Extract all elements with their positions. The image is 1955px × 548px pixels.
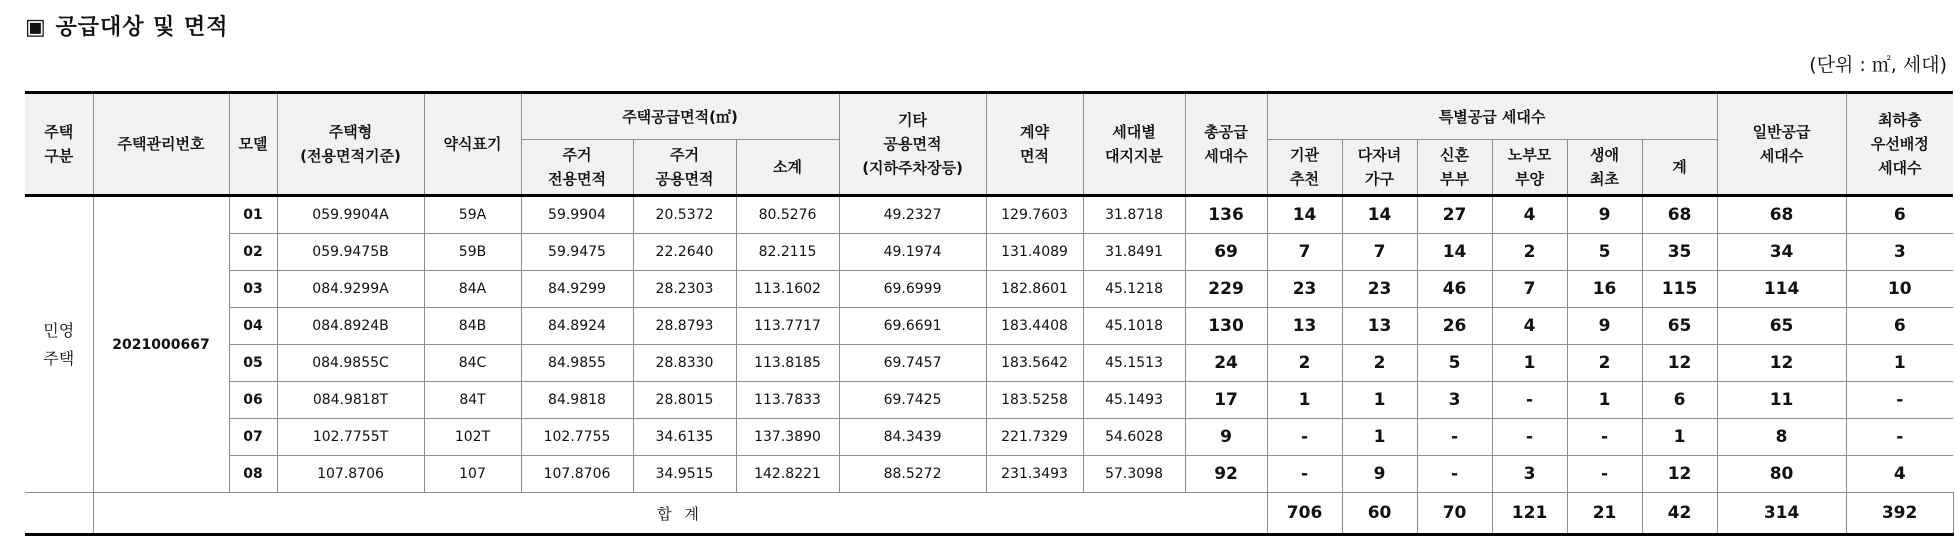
total-cell: 92	[1185, 456, 1267, 493]
exclusive-area-cell: 84.9299	[521, 271, 633, 308]
total-sum-cell: 314	[1717, 493, 1846, 535]
table-row	[25, 419, 1953, 456]
abbr-cell: 59A	[424, 196, 521, 234]
common-area-cell: 28.2303	[633, 271, 736, 308]
common-area-cell: 28.8793	[633, 308, 736, 345]
subtotal-cell: 113.8185	[736, 345, 839, 382]
elderly-cell: 2	[1492, 234, 1567, 271]
header-contract: 계약 면적	[986, 93, 1083, 196]
model-cell: 03	[229, 271, 277, 308]
other-common-cell: 69.7457	[839, 345, 986, 382]
header-other-common: 기타 공용면적 (지하주차장등)	[839, 93, 986, 196]
housing-type-cell: 059.9904A	[277, 196, 424, 234]
housing-type-cell: 084.9818T	[277, 382, 424, 419]
section-title: ▣ 공급대상 및 면적	[25, 15, 229, 40]
header-type: 주택 구분	[25, 93, 93, 196]
other-common-cell: 49.2327	[839, 196, 986, 234]
abbr-cell: 84B	[424, 308, 521, 345]
newlywed-cell: 27	[1417, 196, 1492, 234]
category-cell: 민영 주택	[25, 196, 93, 493]
contract-area-cell: 221.7329	[986, 419, 1083, 456]
sum-cell: 65	[1642, 308, 1717, 345]
header-newlywed: 신혼 부부	[1417, 140, 1492, 196]
elderly-cell: -	[1492, 419, 1567, 456]
newlywed-cell: 3	[1417, 382, 1492, 419]
newlywed-cell: -	[1417, 419, 1492, 456]
model-cell: 01	[229, 196, 277, 234]
model-cell: 06	[229, 382, 277, 419]
lowest-cell: 3	[1846, 234, 1953, 271]
model-cell: 02	[229, 234, 277, 271]
exclusive-area-cell: 84.9855	[521, 345, 633, 382]
lowest-cell: -	[1846, 419, 1953, 456]
sum-cell: 68	[1642, 196, 1717, 234]
contract-area-cell: 182.8601	[986, 271, 1083, 308]
lowest-cell: -	[1846, 382, 1953, 419]
total-elderly-cell: 21	[1567, 493, 1642, 535]
exclusive-area-cell: 84.9818	[521, 382, 633, 419]
supply-table	[25, 91, 1953, 536]
table-row	[25, 196, 1953, 234]
general-cell: 114	[1717, 271, 1846, 308]
subtotal-cell: 137.3890	[736, 419, 839, 456]
common-area-cell: 28.8330	[633, 345, 736, 382]
model-cell: 05	[229, 345, 277, 382]
contract-area-cell: 183.4408	[986, 308, 1083, 345]
lowest-cell: 6	[1846, 308, 1953, 345]
subtotal-cell: 80.5276	[736, 196, 839, 234]
table-body	[25, 196, 1953, 535]
header-housing-type: 주택형 (전용면적기준)	[277, 93, 424, 196]
multi-cell: 9	[1342, 456, 1417, 493]
common-area-cell: 34.9515	[633, 456, 736, 493]
total-general-cell: 392	[1846, 493, 1953, 535]
unit-note: (단위 : ㎡, 세대)	[1809, 54, 1947, 76]
land-share-cell: 45.1493	[1083, 382, 1185, 419]
sum-cell: 1	[1642, 419, 1717, 456]
total-row	[25, 493, 1953, 535]
header-multi: 다자녀 가구	[1342, 140, 1417, 196]
multi-cell: 1	[1342, 382, 1417, 419]
other-common-cell: 88.5272	[839, 456, 986, 493]
header-general: 일반공급 세대수	[1717, 93, 1846, 196]
mgmt-no-cell: 2021000667	[93, 196, 229, 493]
abbr-cell: 84C	[424, 345, 521, 382]
abbr-cell: 102T	[424, 419, 521, 456]
header-first: 생애 최초	[1567, 140, 1642, 196]
header-mgmt-no: 주택관리번호	[93, 93, 229, 196]
total-cell: 17	[1185, 382, 1267, 419]
header-special: 특별공급 세대수	[1267, 93, 1717, 140]
table-row	[25, 382, 1953, 419]
elderly-cell: 4	[1492, 196, 1567, 234]
first-cell: 5	[1567, 234, 1642, 271]
total-cell: 229	[1185, 271, 1267, 308]
sum-cell: 12	[1642, 456, 1717, 493]
total-newlywed-cell: 121	[1492, 493, 1567, 535]
other-common-cell: 69.7425	[839, 382, 986, 419]
total-cell: 24	[1185, 345, 1267, 382]
header-supply-area: 주택공급면적(㎡)	[521, 93, 839, 140]
contract-area-cell: 231.3493	[986, 456, 1083, 493]
housing-type-cell: 107.8706	[277, 456, 424, 493]
housing-type-cell: 084.9855C	[277, 345, 424, 382]
general-cell: 80	[1717, 456, 1846, 493]
land-share-cell: 45.1218	[1083, 271, 1185, 308]
inst-cell: 14	[1267, 196, 1342, 234]
other-common-cell: 69.6999	[839, 271, 986, 308]
first-cell: 9	[1567, 196, 1642, 234]
total-cell: 130	[1185, 308, 1267, 345]
abbr-cell: 84T	[424, 382, 521, 419]
newlywed-cell: 46	[1417, 271, 1492, 308]
newlywed-cell: 14	[1417, 234, 1492, 271]
abbr-cell: 84A	[424, 271, 521, 308]
newlywed-cell: -	[1417, 456, 1492, 493]
multi-cell: 7	[1342, 234, 1417, 271]
land-share-cell: 54.6028	[1083, 419, 1185, 456]
table-row	[25, 271, 1953, 308]
elderly-cell: 7	[1492, 271, 1567, 308]
other-common-cell: 84.3439	[839, 419, 986, 456]
multi-cell: 23	[1342, 271, 1417, 308]
table-row	[25, 456, 1953, 493]
general-cell: 8	[1717, 419, 1846, 456]
other-common-cell: 49.1974	[839, 234, 986, 271]
inst-cell: -	[1267, 419, 1342, 456]
table-row	[25, 308, 1953, 345]
total-empty-cell	[25, 493, 93, 535]
housing-type-cell: 059.9475B	[277, 234, 424, 271]
header-model: 모델	[229, 93, 277, 196]
subtotal-cell: 113.7833	[736, 382, 839, 419]
sum-cell: 115	[1642, 271, 1717, 308]
elderly-cell: 4	[1492, 308, 1567, 345]
contract-area-cell: 183.5642	[986, 345, 1083, 382]
lowest-cell: 6	[1846, 196, 1953, 234]
multi-cell: 14	[1342, 196, 1417, 234]
elderly-cell: 3	[1492, 456, 1567, 493]
total-multi-cell: 70	[1417, 493, 1492, 535]
header-land: 세대별 대지지분	[1083, 93, 1185, 196]
other-common-cell: 69.6691	[839, 308, 986, 345]
total-cell: 69	[1185, 234, 1267, 271]
general-cell: 68	[1717, 196, 1846, 234]
subtotal-cell: 113.1602	[736, 271, 839, 308]
first-cell: 9	[1567, 308, 1642, 345]
exclusive-area-cell: 84.8924	[521, 308, 633, 345]
land-share-cell: 31.8718	[1083, 196, 1185, 234]
housing-type-cell: 102.7755T	[277, 419, 424, 456]
table-row	[25, 345, 1953, 382]
inst-cell: -	[1267, 456, 1342, 493]
contract-area-cell: 131.4089	[986, 234, 1083, 271]
subtotal-cell: 82.2115	[736, 234, 839, 271]
elderly-cell: -	[1492, 382, 1567, 419]
first-cell: 1	[1567, 382, 1642, 419]
model-cell: 08	[229, 456, 277, 493]
general-cell: 34	[1717, 234, 1846, 271]
lowest-cell: 10	[1846, 271, 1953, 308]
inst-cell: 1	[1267, 382, 1342, 419]
inst-cell: 23	[1267, 271, 1342, 308]
inst-cell: 13	[1267, 308, 1342, 345]
exclusive-area-cell: 59.9904	[521, 196, 633, 234]
header-abbr: 약식표기	[424, 93, 521, 196]
sum-cell: 35	[1642, 234, 1717, 271]
total-cell: 136	[1185, 196, 1267, 234]
common-area-cell: 28.8015	[633, 382, 736, 419]
header-common: 주거 공용면적	[633, 140, 736, 196]
header-sum: 계	[1642, 140, 1717, 196]
common-area-cell: 22.2640	[633, 234, 736, 271]
multi-cell: 2	[1342, 345, 1417, 382]
header-lowest: 최하층 우선배정 세대수	[1846, 93, 1953, 196]
model-cell: 07	[229, 419, 277, 456]
multi-cell: 1	[1342, 419, 1417, 456]
exclusive-area-cell: 59.9475	[521, 234, 633, 271]
subtotal-cell: 142.8221	[736, 456, 839, 493]
total-inst-cell: 60	[1342, 493, 1417, 535]
lowest-cell: 4	[1846, 456, 1953, 493]
total-total-cell: 706	[1267, 493, 1342, 535]
first-cell: -	[1567, 419, 1642, 456]
exclusive-area-cell: 102.7755	[521, 419, 633, 456]
header-row-1	[25, 93, 1953, 140]
land-share-cell: 31.8491	[1083, 234, 1185, 271]
contract-area-cell: 129.7603	[986, 196, 1083, 234]
subtotal-cell: 113.7717	[736, 308, 839, 345]
newlywed-cell: 26	[1417, 308, 1492, 345]
land-share-cell: 45.1018	[1083, 308, 1185, 345]
table-row	[25, 234, 1953, 271]
general-cell: 11	[1717, 382, 1846, 419]
total-first-cell: 42	[1642, 493, 1717, 535]
abbr-cell: 59B	[424, 234, 521, 271]
abbr-cell: 107	[424, 456, 521, 493]
sum-cell: 12	[1642, 345, 1717, 382]
first-cell: -	[1567, 456, 1642, 493]
total-cell: 9	[1185, 419, 1267, 456]
inst-cell: 2	[1267, 345, 1342, 382]
header-subtotal: 소계	[736, 140, 839, 196]
land-share-cell: 45.1513	[1083, 345, 1185, 382]
housing-type-cell: 084.9299A	[277, 271, 424, 308]
header-inst: 기관 추천	[1267, 140, 1342, 196]
exclusive-area-cell: 107.8706	[521, 456, 633, 493]
header-elderly: 노부모 부양	[1492, 140, 1567, 196]
elderly-cell: 1	[1492, 345, 1567, 382]
first-cell: 2	[1567, 345, 1642, 382]
lowest-cell: 1	[1846, 345, 1953, 382]
contract-area-cell: 183.5258	[986, 382, 1083, 419]
model-cell: 04	[229, 308, 277, 345]
land-share-cell: 57.3098	[1083, 456, 1185, 493]
newlywed-cell: 5	[1417, 345, 1492, 382]
multi-cell: 13	[1342, 308, 1417, 345]
general-cell: 65	[1717, 308, 1846, 345]
total-label: 합 계	[93, 493, 1267, 535]
common-area-cell: 20.5372	[633, 196, 736, 234]
housing-type-cell: 084.8924B	[277, 308, 424, 345]
header-total-supply: 총공급 세대수	[1185, 93, 1267, 196]
sum-cell: 6	[1642, 382, 1717, 419]
header-exclusive: 주거 전용면적	[521, 140, 633, 196]
common-area-cell: 34.6135	[633, 419, 736, 456]
general-cell: 12	[1717, 345, 1846, 382]
inst-cell: 7	[1267, 234, 1342, 271]
first-cell: 16	[1567, 271, 1642, 308]
